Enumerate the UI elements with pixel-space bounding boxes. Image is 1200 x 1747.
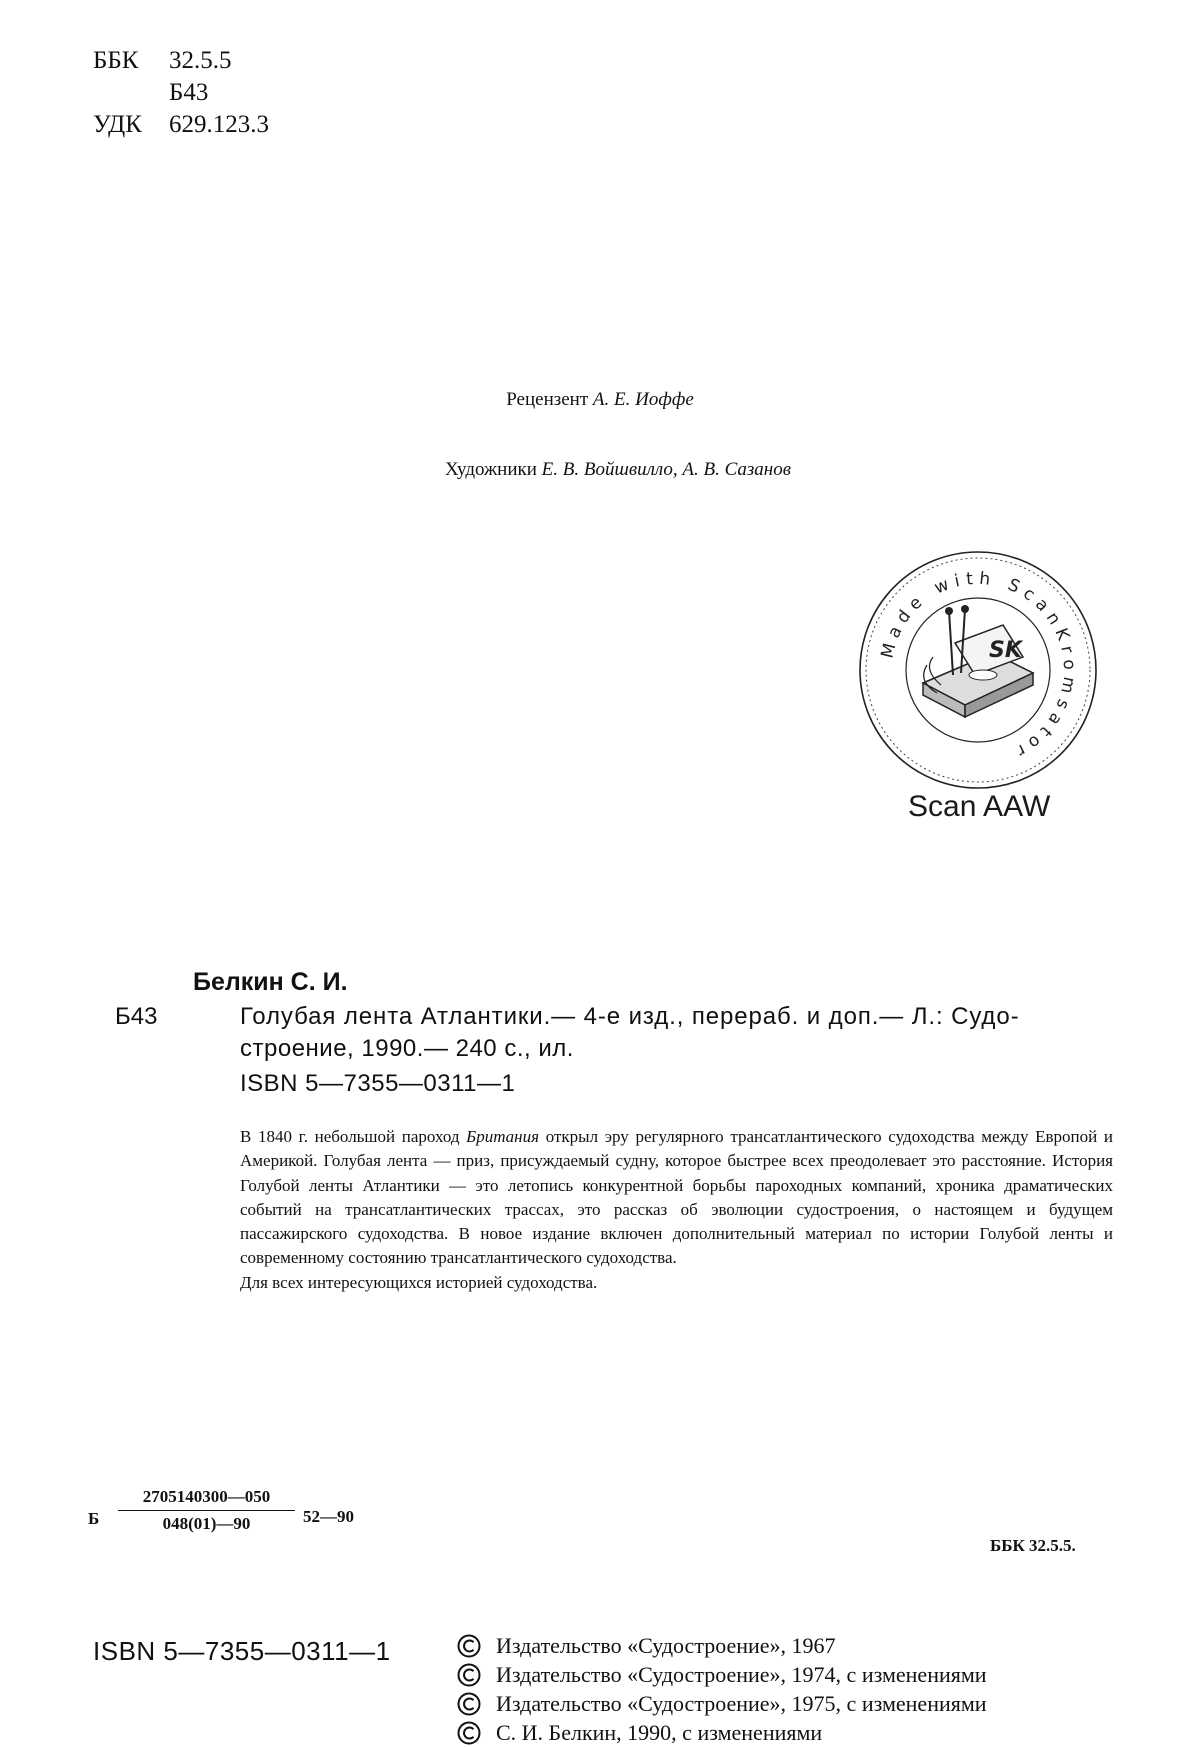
- catalog-title-line-2: строение, 1990.— 240 с., ил.: [240, 1035, 574, 1062]
- author-mark-row: [93, 77, 269, 109]
- bbk-right: ББК 32.5.5.: [990, 1536, 1076, 1555]
- catalog-author: Белкин С. И.: [193, 968, 348, 996]
- reviewer-label: Рецензент: [506, 389, 589, 410]
- ship-name: Британия: [466, 1127, 540, 1146]
- index-numerator: 2705140300—050: [118, 1487, 295, 1511]
- reviewer-name: А. Е. Иоффе: [592, 389, 694, 410]
- seal-center-text: SK: [989, 638, 1022, 663]
- copyright-icon: [456, 1721, 486, 1745]
- copyright-list: [456, 1631, 987, 1747]
- seal-ring-text: Made with ScanKromsator: [877, 568, 1080, 764]
- copyright-line: Издательство «Судостроение», 1967: [456, 1631, 987, 1660]
- catalog-isbn: ISBN 5—7355—0311—1: [240, 1070, 516, 1097]
- abstract-paragraph: В 1840 г. небольшой пароход Британия открыл эру регулярного трансатлантического судоходства между Европой и Америкой. Голубая лента — приз, присуждаемый судну, которое быстрее всех преодолевает это расстояние. История Голубой ленты Атлантики — это летопись конкурентной борьбы пароходных компаний, хроника драматических событий на трансатлантических трассах, это рассказ об эволюции судостроения, о настоящем и будущем пассажирского судоходства. В новое издание включен дополнительный материал по истории Голубой ленты и современному состоянию трансатлантического судоходства.: [240, 1127, 1113, 1268]
- bbk-value: 32.5.5: [169, 47, 232, 74]
- copyright-icon: [456, 1634, 486, 1658]
- udk-row: [93, 109, 269, 141]
- index-denominator: 048(01)—90: [162, 1514, 251, 1533]
- catalog-title-line-1: Голубая лента Атлантики.— 4-е изд., перераб. и доп.— Л.: Судо-: [240, 1003, 1020, 1030]
- scan-caption: Scan AAW: [908, 790, 1051, 823]
- bbk-row: [93, 45, 269, 77]
- audience-line: Для всех интересующихся историей судоходства.: [240, 1272, 598, 1292]
- index-prefix: Б: [88, 1509, 100, 1528]
- abstract: [240, 1125, 1113, 1295]
- artists-label: Художники: [445, 459, 537, 480]
- catalog-code: Б43: [115, 1003, 158, 1030]
- copyright-icon: [456, 1692, 486, 1716]
- library-codes: [93, 45, 269, 141]
- reviewer-line: [0, 389, 1200, 411]
- bbk-label: ББК: [93, 47, 139, 74]
- index-tail: 52—90: [303, 1507, 354, 1526]
- scankromsator-seal: [853, 545, 1103, 795]
- artists-names: Е. В. Войшвилло, А. В. Сазанов: [541, 459, 791, 480]
- index-fraction: [118, 1487, 295, 1534]
- udk-value: 629.123.3: [169, 111, 269, 138]
- copyright-line: Издательство «Судостроение», 1974, с изменениями: [456, 1660, 987, 1689]
- copyright-line: Издательство «Судостроение», 1975, с изменениями: [456, 1689, 987, 1718]
- author-mark: Б43: [169, 79, 209, 106]
- artists-line: [0, 459, 1200, 481]
- udk-label: УДК: [93, 111, 142, 138]
- copyright-icon: [456, 1663, 486, 1687]
- isbn-bottom: ISBN 5—7355—0311—1: [93, 1636, 391, 1666]
- copyright-line: С. И. Белкин, 1990, с изменениями: [456, 1718, 987, 1747]
